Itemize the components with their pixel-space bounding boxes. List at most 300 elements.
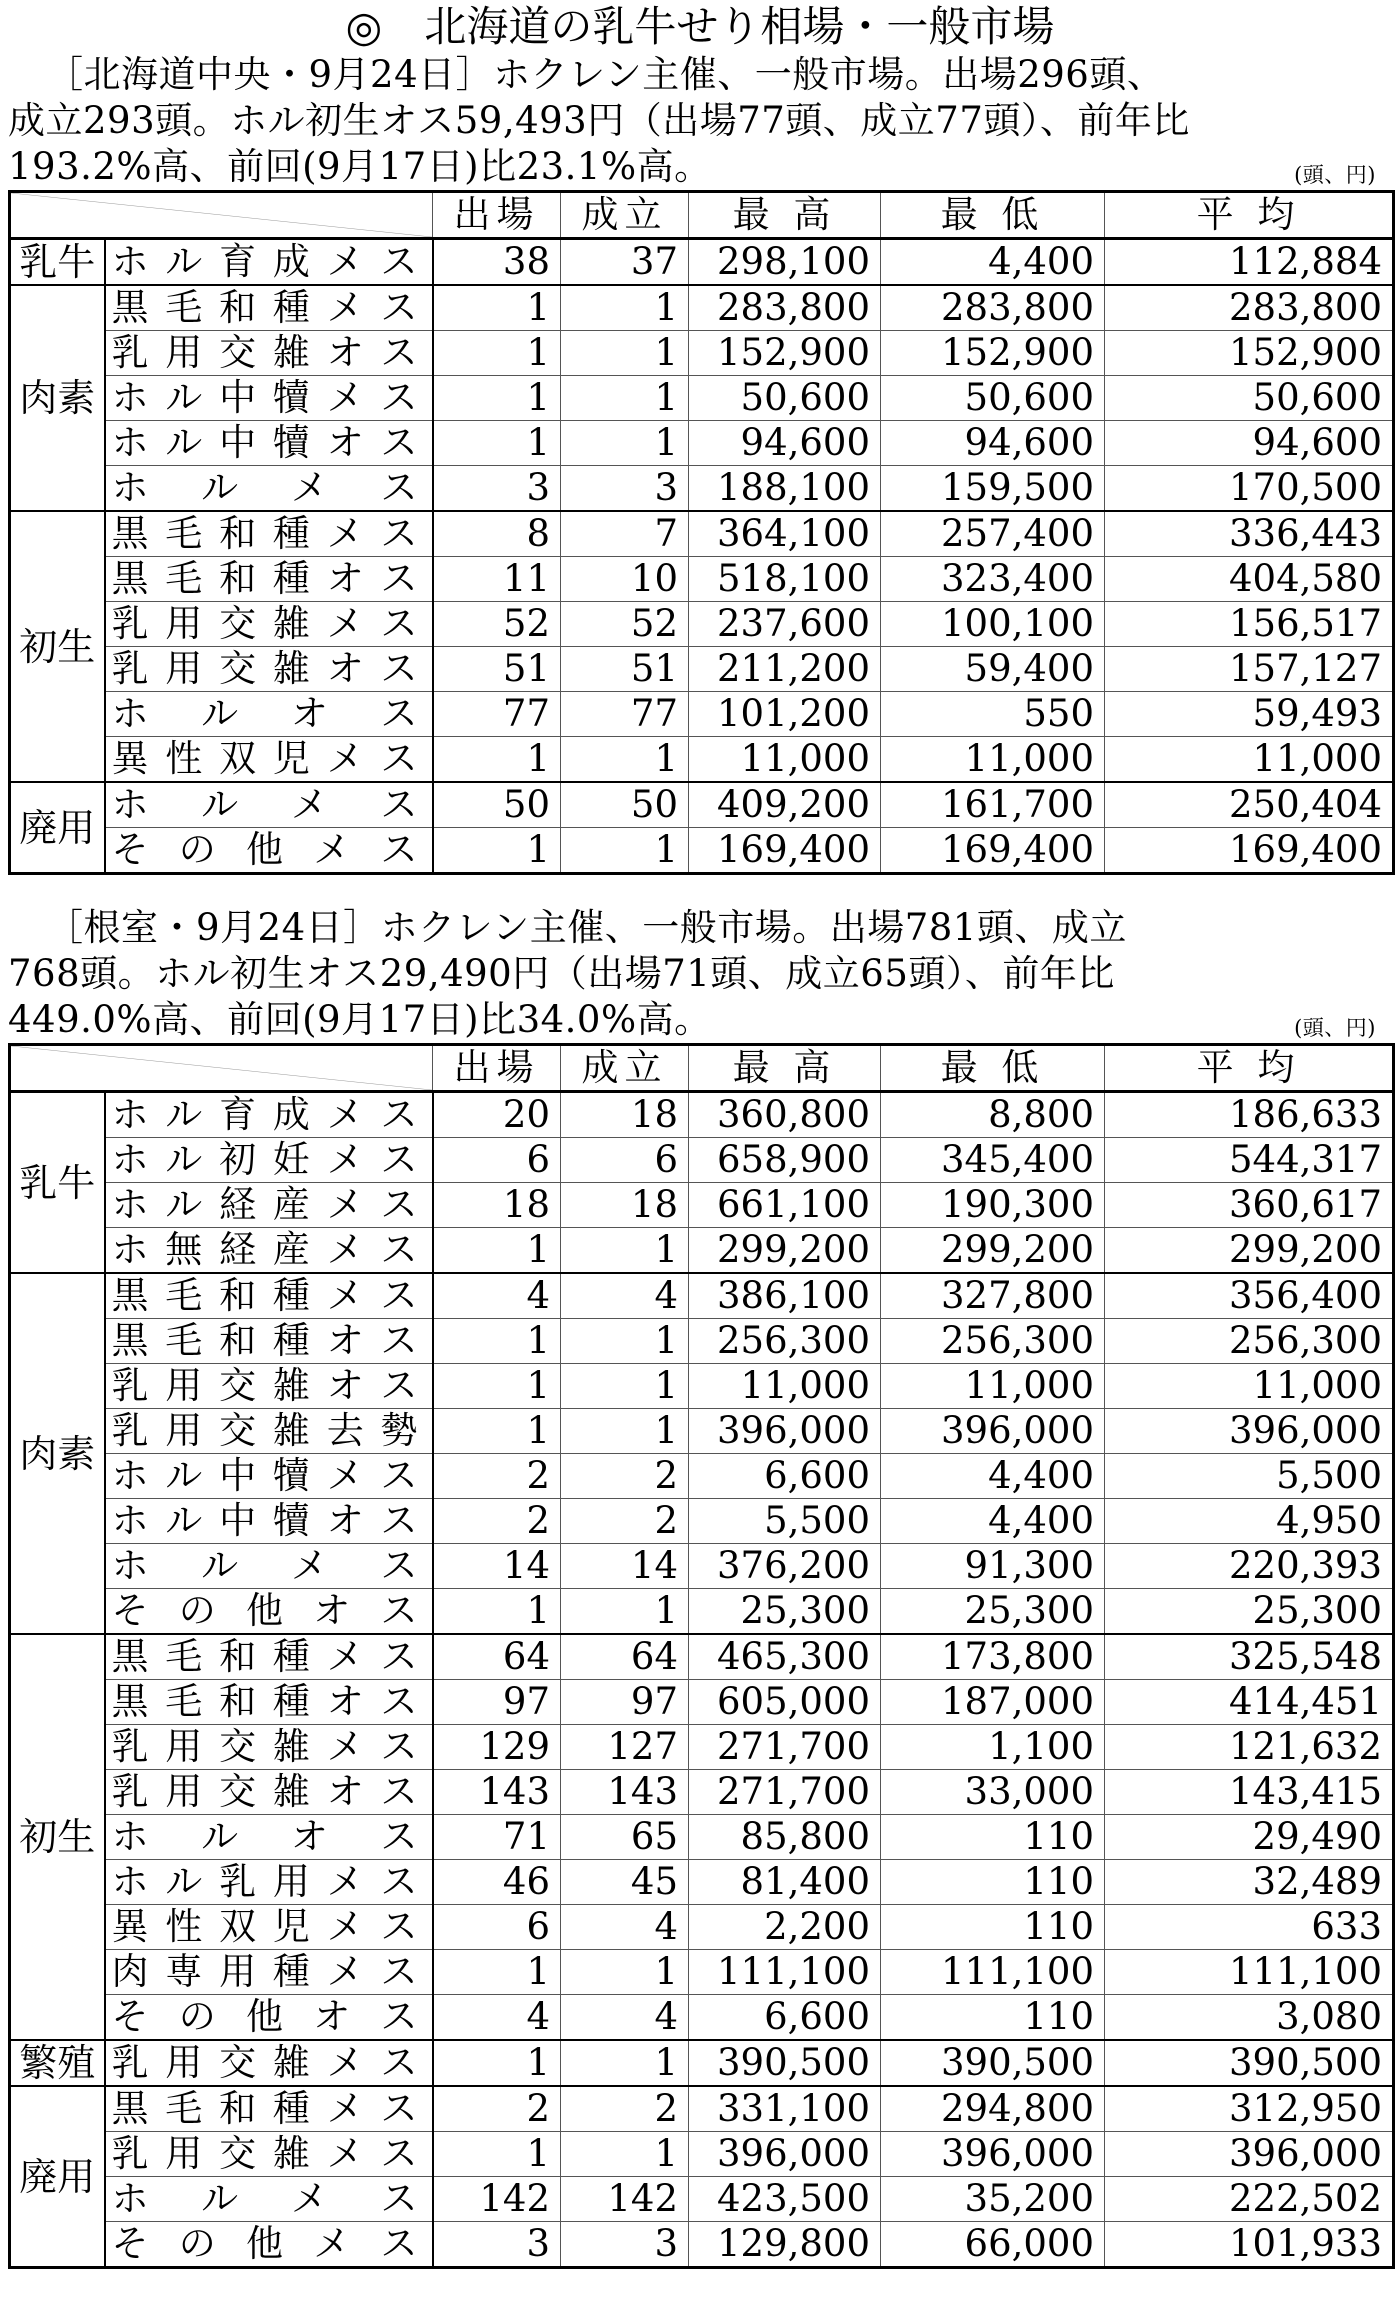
- seiritsu-cell: 3: [561, 466, 689, 512]
- shutsujo-cell: 46: [433, 1860, 561, 1905]
- avg-price-cell: 59,493: [1105, 692, 1394, 737]
- shutsujo-cell: 1: [433, 1228, 561, 1274]
- avg-price-cell: 414,451: [1105, 1680, 1394, 1725]
- avg-price-cell: 170,500: [1105, 466, 1394, 512]
- max-price-cell: 396,000: [689, 2132, 881, 2177]
- min-price-cell: 66,000: [881, 2222, 1105, 2268]
- seiritsu-cell: 1: [561, 1950, 689, 1995]
- seiritsu-cell: 77: [561, 692, 689, 737]
- table-row: [10, 1364, 1394, 1409]
- seiritsu-cell: 18: [561, 1092, 689, 1138]
- table-row: [10, 239, 1394, 286]
- avg-price-cell: 121,632: [1105, 1725, 1394, 1770]
- min-price-cell: 390,500: [881, 2040, 1105, 2086]
- diagonal-line: [11, 1046, 432, 1090]
- item-label-text: ホ 無 経 産 メ ス: [111, 1228, 418, 1271]
- min-price-cell: 294,800: [881, 2086, 1105, 2132]
- column-header: 最 高: [689, 192, 881, 239]
- diagonal-header-cell: [10, 192, 433, 239]
- max-price-cell: 409,200: [689, 782, 881, 828]
- column-header: 平 均: [1105, 192, 1394, 239]
- page-title: ◎ 北海道の乳牛せり相場・一般市場: [345, 2, 1055, 51]
- min-price-cell: 396,000: [881, 2132, 1105, 2177]
- avg-price-cell: 101,933: [1105, 2222, 1394, 2268]
- table-row: [10, 466, 1394, 512]
- shutsujo-cell: 2: [433, 1454, 561, 1499]
- min-price-cell: 35,200: [881, 2177, 1105, 2222]
- item-label: [105, 692, 433, 737]
- max-price-cell: 25,300: [689, 1589, 881, 1635]
- page: [0, 2, 1400, 2316]
- seiritsu-cell: 52: [561, 602, 689, 647]
- min-price-cell: 173,800: [881, 1634, 1105, 1680]
- group-label: 肉素: [10, 285, 105, 511]
- shutsujo-cell: 1: [433, 828, 561, 874]
- table-row: [10, 511, 1394, 557]
- shutsujo-cell: 1: [433, 737, 561, 783]
- shutsujo-cell: 142: [433, 2177, 561, 2222]
- avg-price-cell: 283,800: [1105, 285, 1394, 331]
- item-label: [105, 1364, 433, 1409]
- seiritsu-cell: 142: [561, 2177, 689, 2222]
- avg-price-cell: 156,517: [1105, 602, 1394, 647]
- table-row: [10, 1183, 1394, 1228]
- table-row: [10, 782, 1394, 828]
- item-label: [105, 1770, 433, 1815]
- item-label: [105, 782, 433, 828]
- avg-price-cell: 11,000: [1105, 737, 1394, 783]
- item-label-text: ホ ル 中 犢 オ ス: [111, 421, 418, 464]
- max-price-cell: 85,800: [689, 1815, 881, 1860]
- table-row: [10, 421, 1394, 466]
- item-label: [105, 331, 433, 376]
- table-row: [10, 737, 1394, 783]
- table-row: [10, 1273, 1394, 1319]
- table-row: [10, 2040, 1394, 2086]
- avg-price-cell: 633: [1105, 1905, 1394, 1950]
- item-label: [105, 1092, 433, 1138]
- max-price-cell: 390,500: [689, 2040, 881, 2086]
- item-label: [105, 239, 433, 286]
- max-price-cell: 271,700: [689, 1770, 881, 1815]
- item-label: [105, 557, 433, 602]
- min-price-cell: 100,100: [881, 602, 1105, 647]
- min-price-cell: 50,600: [881, 376, 1105, 421]
- item-label: [105, 1183, 433, 1228]
- min-price-cell: 25,300: [881, 1589, 1105, 1635]
- seiritsu-cell: 143: [561, 1770, 689, 1815]
- seiritsu-cell: 1: [561, 828, 689, 874]
- max-price-cell: 331,100: [689, 2086, 881, 2132]
- item-label-text: ホ ル メ ス: [111, 783, 418, 826]
- report-line: [8, 951, 1392, 997]
- avg-price-cell: 186,633: [1105, 1092, 1394, 1138]
- avg-price-cell: 256,300: [1105, 1319, 1394, 1364]
- item-label-text: 黒 毛 和 種 オ ス: [111, 557, 418, 600]
- item-label-text: 乳 用 交 雑 去 勢: [111, 1409, 418, 1452]
- item-label-text: 乳 用 交 雑 オ ス: [111, 331, 418, 374]
- table-row: [10, 1680, 1394, 1725]
- shutsujo-cell: 20: [433, 1092, 561, 1138]
- item-label-text: そ の 他 メ ス: [111, 828, 418, 871]
- min-price-cell: 59,400: [881, 647, 1105, 692]
- max-price-cell: 111,100: [689, 1950, 881, 1995]
- item-label: [105, 1273, 433, 1319]
- report-line-text: ［根室・9月24日］ホクレン主催、一般市場。出場781頭、成立: [46, 906, 1127, 949]
- table-row: [10, 285, 1394, 331]
- min-price-cell: 4,400: [881, 1499, 1105, 1544]
- avg-price-cell: 222,502: [1105, 2177, 1394, 2222]
- shutsujo-cell: 8: [433, 511, 561, 557]
- item-label-text: ホ ル メ ス: [111, 2177, 418, 2220]
- avg-price-cell: 396,000: [1105, 2132, 1394, 2177]
- item-label-text: 黒 毛 和 種 オ ス: [111, 1680, 418, 1723]
- item-label: [105, 1454, 433, 1499]
- shutsujo-cell: 1: [433, 285, 561, 331]
- seiritsu-cell: 51: [561, 647, 689, 692]
- seiritsu-cell: 127: [561, 1725, 689, 1770]
- table-row: [10, 828, 1394, 874]
- item-label: [105, 1815, 433, 1860]
- min-price-cell: 345,400: [881, 1138, 1105, 1183]
- min-price-cell: 94,600: [881, 421, 1105, 466]
- avg-price-cell: 29,490: [1105, 1815, 1394, 1860]
- min-price-cell: 159,500: [881, 466, 1105, 512]
- avg-price-cell: 32,489: [1105, 1860, 1394, 1905]
- item-label-text: 異 性 双 児 メ ス: [111, 1905, 418, 1948]
- seiritsu-cell: 45: [561, 1860, 689, 1905]
- item-label: [105, 285, 433, 331]
- avg-price-cell: 325,548: [1105, 1634, 1394, 1680]
- seiritsu-cell: 4: [561, 1995, 689, 2041]
- avg-price-cell: 50,600: [1105, 376, 1394, 421]
- item-label: [105, 1680, 433, 1725]
- shutsujo-cell: 1: [433, 1950, 561, 1995]
- report-line-text: 449.0%高、前回(9月17日)比34.0%高。: [8, 998, 712, 1041]
- max-price-cell: 101,200: [689, 692, 881, 737]
- group-label: 乳牛: [10, 1092, 105, 1274]
- max-price-cell: 6,600: [689, 1454, 881, 1499]
- avg-price-cell: 312,950: [1105, 2086, 1394, 2132]
- price-table: [8, 1043, 1395, 2269]
- max-price-cell: 6,600: [689, 1995, 881, 2041]
- seiritsu-cell: 64: [561, 1634, 689, 1680]
- item-label: [105, 1499, 433, 1544]
- column-header: 平 均: [1105, 1045, 1394, 1092]
- table-row: [10, 1950, 1394, 1995]
- seiritsu-cell: 2: [561, 1454, 689, 1499]
- seiritsu-cell: 1: [561, 376, 689, 421]
- avg-price-cell: 220,393: [1105, 1544, 1394, 1589]
- item-label-text: 黒 毛 和 種 メ ス: [111, 512, 418, 555]
- seiritsu-cell: 1: [561, 421, 689, 466]
- avg-price-cell: 3,080: [1105, 1995, 1394, 2041]
- min-price-cell: 257,400: [881, 511, 1105, 557]
- avg-price-cell: 360,617: [1105, 1183, 1394, 1228]
- avg-price-cell: 111,100: [1105, 1950, 1394, 1995]
- max-price-cell: 360,800: [689, 1092, 881, 1138]
- min-price-cell: 91,300: [881, 1544, 1105, 1589]
- table-row: [10, 1995, 1394, 2041]
- shutsujo-cell: 6: [433, 1905, 561, 1950]
- min-price-cell: 33,000: [881, 1770, 1105, 1815]
- avg-price-cell: 112,884: [1105, 239, 1394, 286]
- item-label-text: 異 性 双 児 メ ス: [111, 737, 418, 780]
- max-price-cell: 271,700: [689, 1725, 881, 1770]
- seiritsu-cell: 3: [561, 2222, 689, 2268]
- shutsujo-cell: 71: [433, 1815, 561, 1860]
- max-price-cell: 2,200: [689, 1905, 881, 1950]
- max-price-cell: 94,600: [689, 421, 881, 466]
- header-row: [10, 192, 1394, 239]
- table-row: [10, 1454, 1394, 1499]
- min-price-cell: 110: [881, 1860, 1105, 1905]
- shutsujo-cell: 50: [433, 782, 561, 828]
- shutsujo-cell: 18: [433, 1183, 561, 1228]
- group-label: 乳牛: [10, 239, 105, 286]
- seiritsu-cell: 1: [561, 1319, 689, 1364]
- column-header: 成立: [561, 1045, 689, 1092]
- shutsujo-cell: 4: [433, 1273, 561, 1319]
- item-label: [105, 1995, 433, 2041]
- shutsujo-cell: 1: [433, 2132, 561, 2177]
- avg-price-cell: 356,400: [1105, 1273, 1394, 1319]
- seiritsu-cell: 2: [561, 1499, 689, 1544]
- market-section: [8, 52, 1392, 875]
- report-line: [8, 997, 1392, 1043]
- avg-price-cell: 11,000: [1105, 1364, 1394, 1409]
- item-label-text: そ の 他 オ ス: [111, 1589, 418, 1632]
- seiritsu-cell: 7: [561, 511, 689, 557]
- seiritsu-cell: 1: [561, 2132, 689, 2177]
- shutsujo-cell: 77: [433, 692, 561, 737]
- item-label: [105, 1634, 433, 1680]
- shutsujo-cell: 64: [433, 1634, 561, 1680]
- item-label: [105, 1725, 433, 1770]
- seiritsu-cell: 1: [561, 1364, 689, 1409]
- seiritsu-cell: 1: [561, 1589, 689, 1635]
- seiritsu-cell: 1: [561, 285, 689, 331]
- item-label-text: ホ ル 経 産 メ ス: [111, 1183, 418, 1226]
- table-row: [10, 1860, 1394, 1905]
- min-price-cell: 110: [881, 1815, 1105, 1860]
- table-row: [10, 602, 1394, 647]
- column-header: 出場: [433, 192, 561, 239]
- max-price-cell: 298,100: [689, 239, 881, 286]
- min-price-cell: 110: [881, 1995, 1105, 2041]
- report-line: [8, 144, 1392, 190]
- min-price-cell: 327,800: [881, 1273, 1105, 1319]
- min-price-cell: 4,400: [881, 1454, 1105, 1499]
- unit-note: (頭、円): [1294, 163, 1376, 187]
- item-label: [105, 2222, 433, 2268]
- seiritsu-cell: 4: [561, 1905, 689, 1950]
- min-price-cell: 187,000: [881, 1680, 1105, 1725]
- min-price-cell: 550: [881, 692, 1105, 737]
- table-row: [10, 376, 1394, 421]
- item-label: [105, 602, 433, 647]
- seiritsu-cell: 1: [561, 1228, 689, 1274]
- item-label-text: ホ ル オ ス: [111, 1815, 418, 1858]
- seiritsu-cell: 4: [561, 1273, 689, 1319]
- seiritsu-cell: 1: [561, 331, 689, 376]
- group-label: 廃用: [10, 782, 105, 874]
- group-label: 繁殖: [10, 2040, 105, 2086]
- item-label-text: ホ ル 育 成 メ ス: [111, 240, 418, 283]
- table-row: [10, 2177, 1394, 2222]
- shutsujo-cell: 1: [433, 2040, 561, 2086]
- shutsujo-cell: 143: [433, 1770, 561, 1815]
- min-price-cell: 169,400: [881, 828, 1105, 874]
- item-label-text: ホ ル メ ス: [111, 1544, 418, 1587]
- max-price-cell: 283,800: [689, 285, 881, 331]
- table-row: [10, 1499, 1394, 1544]
- avg-price-cell: 152,900: [1105, 331, 1394, 376]
- item-label-text: 黒 毛 和 種 オ ス: [111, 1319, 418, 1362]
- item-label-text: 乳 用 交 雑 メ ス: [111, 2041, 418, 2084]
- seiritsu-cell: 10: [561, 557, 689, 602]
- max-price-cell: 658,900: [689, 1138, 881, 1183]
- item-label-text: ホ ル 初 妊 メ ス: [111, 1138, 418, 1181]
- section-gap: [8, 875, 1392, 905]
- max-price-cell: 518,100: [689, 557, 881, 602]
- max-price-cell: 237,600: [689, 602, 881, 647]
- max-price-cell: 11,000: [689, 737, 881, 783]
- max-price-cell: 169,400: [689, 828, 881, 874]
- seiritsu-cell: 18: [561, 1183, 689, 1228]
- table-row: [10, 1228, 1394, 1274]
- min-price-cell: 190,300: [881, 1183, 1105, 1228]
- shutsujo-cell: 2: [433, 2086, 561, 2132]
- item-label: [105, 2086, 433, 2132]
- max-price-cell: 81,400: [689, 1860, 881, 1905]
- min-price-cell: 152,900: [881, 331, 1105, 376]
- item-label: [105, 1228, 433, 1274]
- column-header: 最 低: [881, 192, 1105, 239]
- max-price-cell: 50,600: [689, 376, 881, 421]
- shutsujo-cell: 1: [433, 331, 561, 376]
- min-price-cell: 1,100: [881, 1725, 1105, 1770]
- markets-container: [8, 52, 1392, 2269]
- max-price-cell: 423,500: [689, 2177, 881, 2222]
- table-row: [10, 1725, 1394, 1770]
- shutsujo-cell: 6: [433, 1138, 561, 1183]
- table-row: [10, 2086, 1394, 2132]
- avg-price-cell: 4,950: [1105, 1499, 1394, 1544]
- min-price-cell: 396,000: [881, 1409, 1105, 1454]
- item-label: [105, 376, 433, 421]
- group-label: 肉素: [10, 1273, 105, 1634]
- item-label-text: 乳 用 交 雑 メ ス: [111, 602, 418, 645]
- table-row: [10, 1138, 1394, 1183]
- item-label-text: 乳 用 交 雑 オ ス: [111, 647, 418, 690]
- item-label: [105, 1905, 433, 1950]
- avg-price-cell: 250,404: [1105, 782, 1394, 828]
- max-price-cell: 605,000: [689, 1680, 881, 1725]
- shutsujo-cell: 1: [433, 376, 561, 421]
- report-line-text: 成立293頭。ホル初生オス59,493円（出場77頭、成立77頭）、前年比: [8, 99, 1190, 142]
- min-price-cell: 4,400: [881, 239, 1105, 286]
- min-price-cell: 161,700: [881, 782, 1105, 828]
- seiritsu-cell: 50: [561, 782, 689, 828]
- item-label: [105, 421, 433, 466]
- avg-price-cell: 169,400: [1105, 828, 1394, 874]
- max-price-cell: 465,300: [689, 1634, 881, 1680]
- table-row: [10, 1544, 1394, 1589]
- max-price-cell: 396,000: [689, 1409, 881, 1454]
- avg-price-cell: 94,600: [1105, 421, 1394, 466]
- shutsujo-cell: 51: [433, 647, 561, 692]
- report-line: [8, 98, 1392, 144]
- item-label-text: 黒 毛 和 種 メ ス: [111, 286, 418, 329]
- column-header: 最 高: [689, 1045, 881, 1092]
- item-label-text: 黒 毛 和 種 メ ス: [111, 1274, 418, 1317]
- avg-price-cell: 390,500: [1105, 2040, 1394, 2086]
- avg-price-cell: 143,415: [1105, 1770, 1394, 1815]
- min-price-cell: 110: [881, 1905, 1105, 1950]
- table-row: [10, 1589, 1394, 1635]
- seiritsu-cell: 1: [561, 737, 689, 783]
- item-label-text: そ の 他 メ ス: [111, 2222, 418, 2265]
- shutsujo-cell: 38: [433, 239, 561, 286]
- item-label: [105, 2040, 433, 2086]
- table-row: [10, 557, 1394, 602]
- min-price-cell: 323,400: [881, 557, 1105, 602]
- avg-price-cell: 404,580: [1105, 557, 1394, 602]
- seiritsu-cell: 14: [561, 1544, 689, 1589]
- min-price-cell: 299,200: [881, 1228, 1105, 1274]
- item-label: [105, 737, 433, 783]
- column-header: 最 低: [881, 1045, 1105, 1092]
- min-price-cell: 11,000: [881, 1364, 1105, 1409]
- item-label-text: 乳 用 交 雑 オ ス: [111, 1364, 418, 1407]
- report-line: [8, 905, 1392, 951]
- avg-price-cell: 157,127: [1105, 647, 1394, 692]
- table-row: [10, 331, 1394, 376]
- group-label: 初生: [10, 1634, 105, 2040]
- item-label-text: ホ ル メ ス: [111, 466, 418, 509]
- shutsujo-cell: 1: [433, 1589, 561, 1635]
- table-row: [10, 1092, 1394, 1138]
- table-row: [10, 1815, 1394, 1860]
- shutsujo-cell: 2: [433, 1499, 561, 1544]
- shutsujo-cell: 11: [433, 557, 561, 602]
- table-row: [10, 1905, 1394, 1950]
- max-price-cell: 129,800: [689, 2222, 881, 2268]
- item-label: [105, 1544, 433, 1589]
- item-label: [105, 466, 433, 512]
- max-price-cell: 376,200: [689, 1544, 881, 1589]
- item-label: [105, 511, 433, 557]
- min-price-cell: 8,800: [881, 1092, 1105, 1138]
- seiritsu-cell: 37: [561, 239, 689, 286]
- max-price-cell: 364,100: [689, 511, 881, 557]
- column-header: 成立: [561, 192, 689, 239]
- item-label-text: 乳 用 交 雑 オ ス: [111, 1770, 418, 1813]
- header-row: [10, 1045, 1394, 1092]
- item-label-text: ホ ル 中 犢 メ ス: [111, 1454, 418, 1497]
- table-row: [10, 2132, 1394, 2177]
- max-price-cell: 11,000: [689, 1364, 881, 1409]
- report-line-text: 193.2%高、前回(9月17日)比23.1%高。: [8, 145, 712, 188]
- item-label: [105, 1138, 433, 1183]
- max-price-cell: 188,100: [689, 466, 881, 512]
- item-label-text: 乳 用 交 雑 メ ス: [111, 2132, 418, 2175]
- item-label-text: ホ ル 中 犢 オ ス: [111, 1499, 418, 1542]
- item-label: [105, 828, 433, 874]
- shutsujo-cell: 14: [433, 1544, 561, 1589]
- group-label: 廃用: [10, 2086, 105, 2268]
